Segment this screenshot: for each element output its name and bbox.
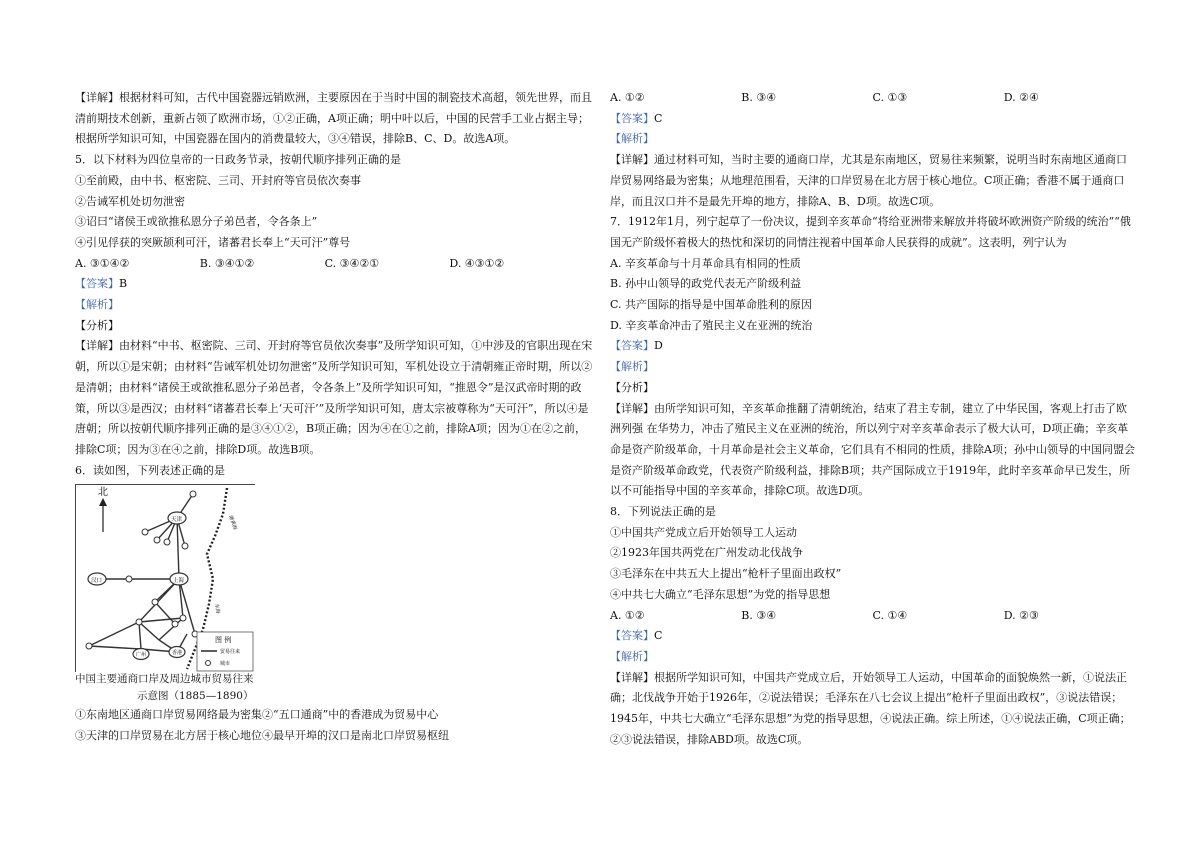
q5-item-2: ②告诫军机处切勿泄密	[75, 194, 185, 208]
answer-tag: 【答案】	[610, 339, 654, 353]
svg-text:广州: 广州	[136, 652, 147, 659]
q7-analysis-tag: 【解析】	[610, 360, 654, 374]
sea-label-2: 东海	[213, 603, 221, 615]
q8-stem: 8．下列说法正确的是	[610, 505, 716, 519]
q5-item-4: ④引见俘获的突厥颉利可汗，诸蕃君长奉上“天可汗”尊号	[75, 235, 351, 249]
q4-detail: 【详解】根据材料可知，古代中国瓷器远销欧洲，主要原因在于当时中国的制瓷技术高超，领先世界，而且清前期技术创新，重新占领了欧洲市场，①②正确，A项正确；明中叶以后，中国的民营手工业占据主导；根据所学知识可知，中国瓷器在国内的消费量较大，③④错误，排除B、C、D。故选A项。	[75, 91, 592, 146]
q8-option-a: A. ①②	[610, 608, 645, 622]
q8-item-2: ②1923年国共两党在广州发动北伐战争	[610, 546, 803, 560]
answer-value: C	[654, 629, 663, 643]
city-guangzhou	[133, 649, 149, 660]
svg-text:香港: 香港	[172, 650, 183, 657]
left-column	[75, 88, 595, 747]
answer-value: D	[654, 339, 663, 353]
svg-text:天津: 天津	[171, 517, 183, 524]
q8-analysis-tag: 【解析】	[610, 649, 654, 663]
q7-option-d: D. 辛亥革命冲击了殖民主义在亚洲的统治	[610, 318, 813, 332]
city-tianjin	[168, 512, 186, 524]
q7-answer	[610, 336, 1135, 357]
q8-option-d: D. ②③	[1003, 608, 1039, 622]
q7-fenxi: 【分析】	[610, 380, 654, 394]
q7-option-a: A. 辛亥革命与十月革命具有相同的性质	[610, 256, 801, 270]
q8-item-4: ④中共七大确立“毛泽东思想”为党的指导思想	[610, 587, 831, 601]
q6-option-d: D. ②④	[1003, 91, 1039, 104]
q8-option-c: C. ①④	[872, 608, 908, 622]
q7-option-c: C. 共产国际的指导是中国革命胜利的原因	[610, 298, 813, 312]
q5-fenxi: 【分析】	[75, 318, 119, 332]
q8-options	[610, 606, 1135, 627]
answer-tag: 【答案】	[610, 111, 654, 125]
q6-option-c: C. ①③	[872, 91, 908, 104]
q5-options	[75, 254, 595, 275]
city-shanghai	[170, 573, 188, 585]
answer-tag: 【答案】	[75, 277, 119, 291]
q8-item-3: ③毛泽东在中共五大上提出“枪杆子里面出政权”	[610, 567, 842, 581]
svg-text:汉口: 汉口	[91, 578, 103, 585]
trade-map-figure	[75, 484, 325, 705]
q5-answer	[75, 274, 595, 295]
q6-answer	[610, 109, 1135, 130]
city-hongkong	[169, 647, 185, 658]
map-caption-2: 示意图（1885—1890）	[137, 690, 254, 703]
sea-label-1: 渤黄海	[227, 514, 238, 532]
q5-analysis-tag: 【解析】	[75, 298, 119, 312]
answer-value: B	[119, 277, 128, 291]
north-label: 北	[98, 487, 108, 499]
q5-option-c: C. ③④②①	[324, 256, 380, 270]
right-column	[610, 88, 1135, 751]
q5-stem: 5．以下材料为四位皇帝的一日政务节录，按朝代顺序排列正确的是	[75, 153, 401, 167]
q6-options	[610, 88, 1135, 109]
q8-detail: 【详解】根据所学知识可知，中国共产党成立后，开始领导工人运动，中国革命的面貌焕然一新，①说法正确；北伐战争开始于1926年，②说法错误；毛泽东在八七会议上提出“枪杆子里面出政权”，③说法错误；1945年，中共七大确立“毛泽东思想”为党的指导思想，④说法正确。综上所述，①④说法正确，C项正确；②③说法错误，排除ABD项。故选C项。	[610, 670, 1131, 746]
trade-map	[75, 484, 255, 672]
q7-option-b: B. 孙中山领导的政党代表无产阶级利益	[610, 277, 802, 291]
q6-stem: 6．读如图，下列表述正确的是	[75, 463, 225, 477]
q5-option-a: A. ③①④②	[75, 256, 130, 270]
q6-items-1: ①东南地区通商口岸贸易网络最为密集②“五口通商”中的香港成为贸易中心	[75, 708, 439, 722]
map-legend	[197, 632, 253, 671]
q6-items-2: ③天津的口岸贸易在北方居于核心地位④最早开埠的汉口是南北口岸贸易枢纽	[75, 729, 449, 743]
answer-tag: 【答案】	[610, 629, 654, 643]
answer-value: C	[654, 111, 663, 125]
q5-option-b: B. ③④①②	[199, 256, 255, 270]
q6-detail: 【详解】通过材料可知，当时主要的通商口岸，尤其是东南地区，贸易往来频繁，说明当时东南地区通商口岸贸易网络最为密集；从地理范围看，天津的口岸贸易在北方居于核心地位。C项正确；香港不属于通商口岸，而且汉口并不是最先开埠的地方，排除A、B、D项。故选C项。	[610, 153, 1127, 208]
legend-trade: 贸易往来	[220, 649, 241, 656]
q7-detail: 【详解】由所学知识可知，辛亥革命推翻了清朝统治，结束了君主专制，建立了中华民国，客观上打击了欧洲列强 在华势力，冲击了殖民主义在亚洲的统治，所以列宁对辛亥革命表示了极大认可，D项正确；辛亥革命是资产阶级革命，十月革命是社会主义革命，它们具有不相同的性质，排除A项；孙中山领导的中国同盟会是资产阶级革命政党，代表资产阶级利益，排除B项；共产国际成立于1919年，此时辛亥革命早已发生，所以不可能指导中国的辛亥革命，排除C项。故选D项。	[610, 401, 1135, 498]
q5-option-d: D. ④③①②	[449, 256, 505, 270]
q8-option-b: B. ③④	[741, 608, 777, 622]
legend-title: 图 例	[215, 636, 232, 645]
q6-option-b: B. ③④	[741, 91, 777, 104]
q8-answer	[610, 626, 1135, 647]
q5-detail: 【详解】由材料“中书、枢密院、三司、开封府等官员依次奏事”及所学知识可知，①中涉及的官职出现在宋朝，所以①是宋朝；由材料“告诫军机处切勿泄密”及所学知识可知，军机处设立于清朝雍正帝时期，所以②是清朝；由材料“诸侯王或欲推私恩分子弟邑者，令各条上”及所学知识可知，“推恩令”是汉武帝时期的政策，所以③是西汉；由材料“诸蕃君长奉上‘天可汗’”及所学知识可知，唐太宗被尊称为“天可汗”，所以④是唐朝；所以按朝代顺序排列正确的是③④①②，B项正确；因为④在①之前，排除A项；因为①在②之前，排除C项；因为③在④之前，排除D项。故选B项。	[75, 339, 593, 456]
city-hankou	[88, 573, 106, 585]
q5-item-1: ①至前殿，由中书、枢密院、三司、开封府等官员依次奏事	[75, 173, 361, 187]
q7-stem: 7．1912年1月，列宁起草了一份决议，提到辛亥革命“将给亚洲带来解放并将破坏欧洲资产阶级的统治”“俄国无产阶级怀着极大的热忱和深切的同情注视着中国革命人民获得的成就”。这表明，列宁认为	[610, 215, 1131, 249]
q6-option-a: A. ①②	[610, 91, 645, 104]
q6-analysis-tag: 【解析】	[610, 132, 654, 146]
q5-item-3: ③诏曰“诸侯王或欲推私恩分子弟邑者，令各条上”	[75, 215, 318, 229]
q8-item-1: ①中国共产党成立后开始领导工人运动	[610, 525, 797, 539]
svg-text:上海: 上海	[173, 578, 185, 585]
map-caption-1: 中国主要通商口岸及周边城市贸易往来	[75, 673, 254, 686]
legend-city: 城市	[220, 661, 231, 668]
